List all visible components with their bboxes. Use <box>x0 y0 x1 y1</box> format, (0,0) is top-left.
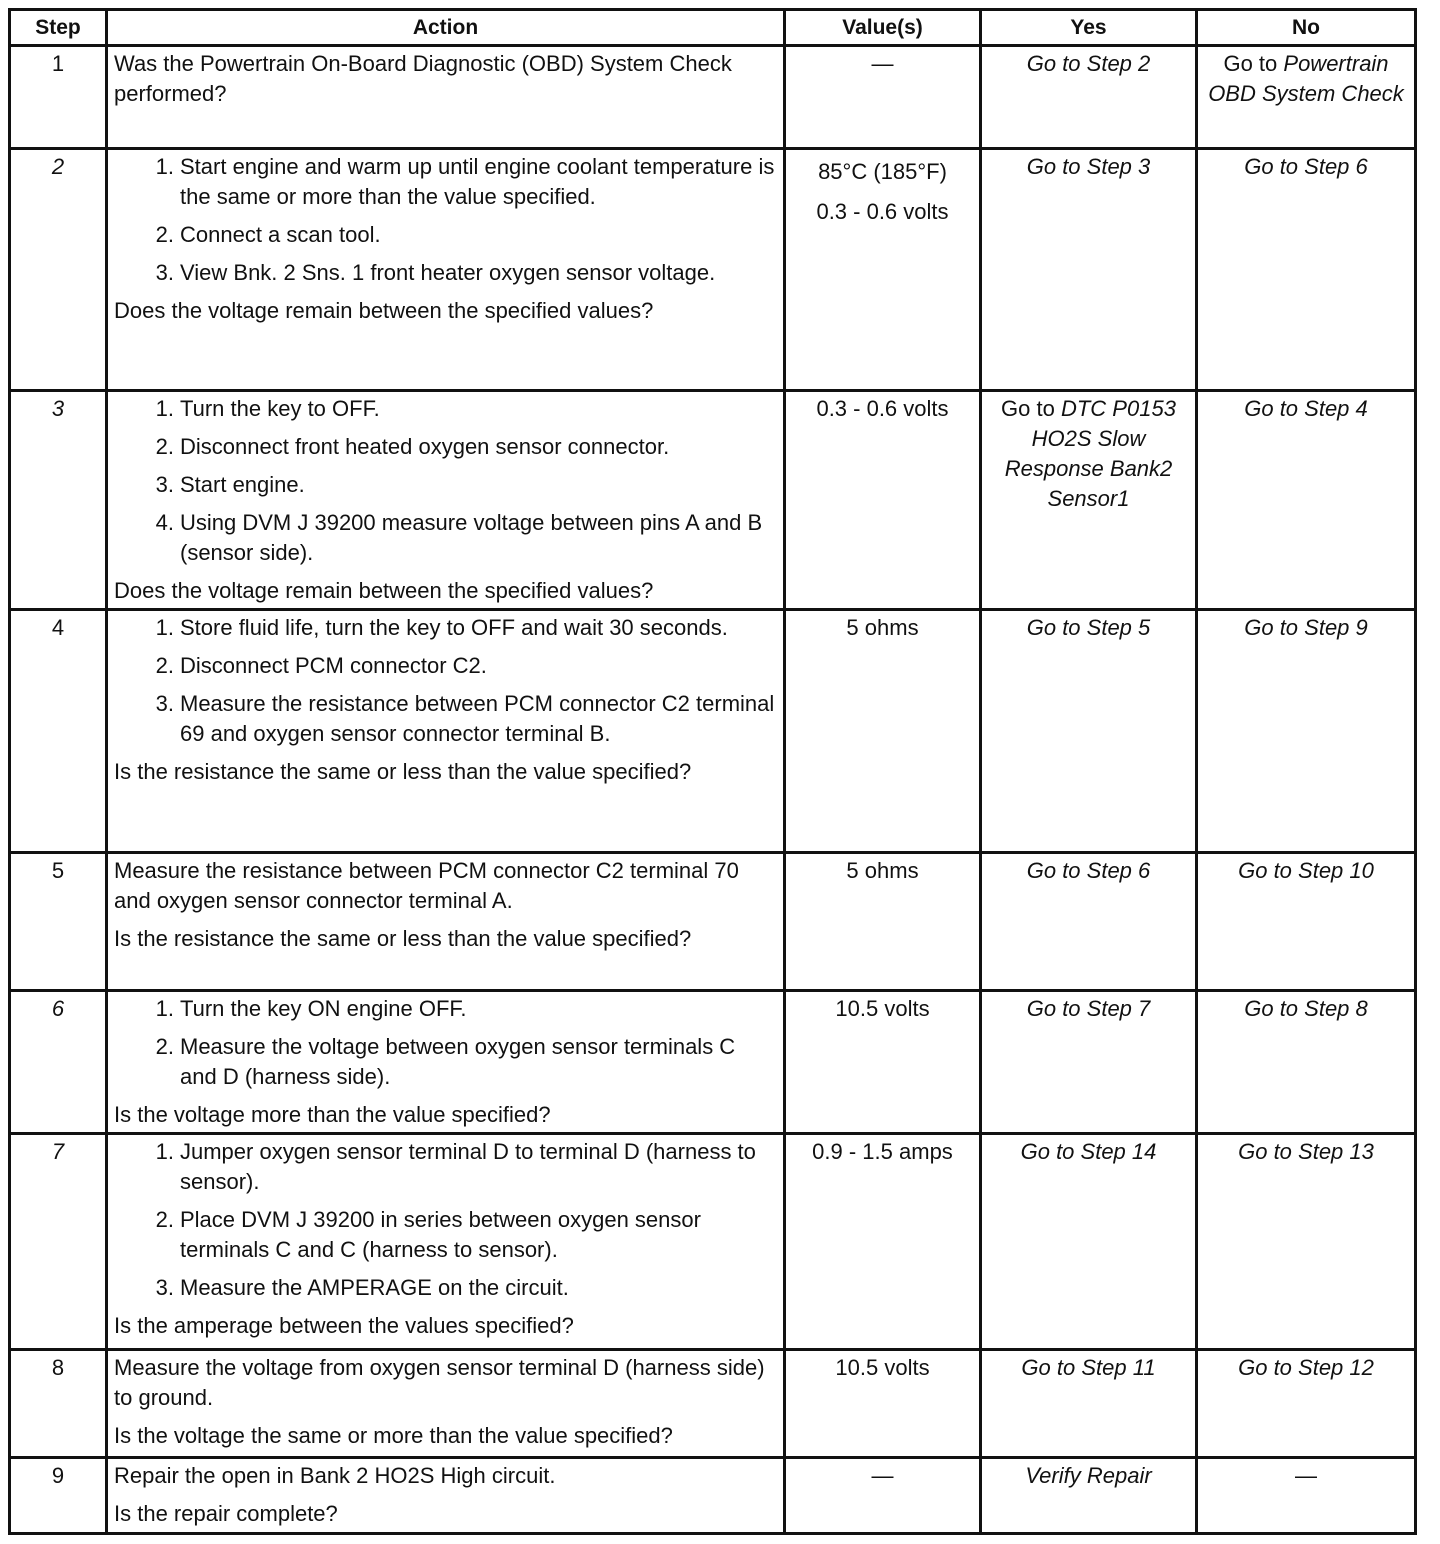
action-step: 4. Using DVM J 39200 measure voltage between pins A and B (sensor side). <box>155 510 763 565</box>
value-text: 10.5 volts <box>835 996 930 1021</box>
table-row <box>10 1134 1416 1350</box>
yes-cell <box>981 391 1197 610</box>
action-steps <box>114 394 777 568</box>
action-cell <box>107 1458 785 1534</box>
yes-link[interactable]: Go to Step 6 <box>1026 858 1151 883</box>
value-text: 10.5 volts <box>835 1355 930 1380</box>
value-cell <box>785 46 981 149</box>
no-link[interactable]: Go to Step 12 <box>1238 1355 1374 1380</box>
table-row <box>10 610 1416 853</box>
table-row <box>10 391 1416 610</box>
action-text: Measure the resistance between PCM connector C2 terminal 70 and oxygen sensor connector terminal A. <box>114 858 739 913</box>
action-question: Is the resistance the same or less than the value specified? <box>114 759 692 784</box>
no-cell <box>1197 149 1416 391</box>
yes-cell <box>981 610 1197 853</box>
no-cell <box>1197 853 1416 991</box>
table-row <box>10 1458 1416 1534</box>
no-cell <box>1197 991 1416 1134</box>
step-number: 9 <box>10 1458 107 1534</box>
step-number: 5 <box>10 853 107 991</box>
action-step: 1. Store fluid life, turn the key to OFF and wait 30 seconds. <box>155 615 728 640</box>
action-cell <box>107 46 785 149</box>
action-step: 2. Disconnect PCM connector C2. <box>155 653 487 678</box>
value-text: 0.9 - 1.5 amps <box>812 1139 953 1164</box>
no-cell <box>1197 1458 1416 1534</box>
yes-link[interactable]: Go to Step 7 <box>1026 996 1151 1021</box>
action-step: 1. Turn the key ON engine OFF. <box>155 996 467 1021</box>
value-text: — <box>871 51 894 76</box>
action-steps <box>114 1137 777 1303</box>
value-cell <box>785 1134 981 1350</box>
no-cell <box>1197 391 1416 610</box>
value-voltage: 0.3 - 0.6 volts <box>816 199 949 224</box>
value-cell <box>785 1350 981 1458</box>
action-step: 3. View Bnk. 2 Sns. 1 front heater oxygen sensor voltage. <box>155 260 716 285</box>
value-cell <box>785 391 981 610</box>
value-cell <box>785 149 981 391</box>
no-link[interactable]: Go to Step 13 <box>1238 1139 1374 1164</box>
header-row <box>10 10 1416 46</box>
action-question: Does the voltage remain between the specified values? <box>114 578 654 603</box>
action-cell <box>107 149 785 391</box>
action-step: 2. Place DVM J 39200 in series between oxygen sensor terminals C and C (harness to sensor). <box>155 1207 701 1262</box>
action-cell <box>107 391 785 610</box>
table-row <box>10 853 1416 991</box>
action-question: Is the amperage between the values specified? <box>114 1313 574 1338</box>
no-link[interactable]: Go to Step 9 <box>1244 615 1368 640</box>
value-cell <box>785 610 981 853</box>
yes-link[interactable]: Go to Step 5 <box>1026 615 1151 640</box>
value-cell <box>785 991 981 1134</box>
yes-cell <box>981 991 1197 1134</box>
action-steps <box>114 613 777 749</box>
header-action: Action <box>107 10 785 46</box>
action-cell <box>107 1350 785 1458</box>
yes-link[interactable]: DTC P0153 HO2S Slow Response Bank2 Sensor1 <box>1004 396 1176 511</box>
no-cell <box>1197 1350 1416 1458</box>
yes-link[interactable]: Go to Step 11 <box>1021 1355 1156 1380</box>
yes-link[interactable]: Go to Step 14 <box>1020 1139 1157 1164</box>
no-cell <box>1197 46 1416 149</box>
action-cell <box>107 991 785 1134</box>
value-text: 5 ohms <box>846 615 919 640</box>
no-cell <box>1197 610 1416 853</box>
step-number: 2 <box>10 149 107 391</box>
action-text: Measure the voltage from oxygen sensor terminal D (harness side) to ground. <box>114 1355 765 1410</box>
yes-link[interactable]: Verify Repair <box>1025 1463 1152 1488</box>
no-prefix: Go to <box>1223 51 1278 76</box>
action-question: Is the voltage more than the value specified? <box>114 1102 551 1127</box>
table-row <box>10 46 1416 149</box>
header-no: No <box>1197 10 1416 46</box>
header-values: Value(s) <box>785 10 981 46</box>
action-question: Was the Powertrain On-Board Diagnostic (OBD) System Check performed? <box>114 51 732 106</box>
action-step: 1. Start engine and warm up until engine coolant temperature is the same or more than the value specified. <box>155 154 775 209</box>
yes-cell <box>981 46 1197 149</box>
value-text: 0.3 - 0.6 volts <box>816 396 949 421</box>
step-number: 4 <box>10 610 107 853</box>
action-step: 2. Measure the voltage between oxygen sensor terminals C and D (harness side). <box>155 1034 736 1089</box>
header-yes: Yes <box>981 10 1197 46</box>
action-question: Is the resistance the same or less than the value specified? <box>114 926 692 951</box>
action-question: Does the voltage remain between the specified values? <box>114 298 654 323</box>
step-number: 7 <box>10 1134 107 1350</box>
action-step: 2. Disconnect front heated oxygen sensor connector. <box>155 434 670 459</box>
action-cell <box>107 1134 785 1350</box>
value-temperature: 85°C (185°F) <box>818 159 947 184</box>
action-steps <box>114 152 777 288</box>
yes-prefix: Go to <box>1001 396 1055 421</box>
value-cell <box>785 853 981 991</box>
no-link[interactable]: Go to Step 8 <box>1244 996 1368 1021</box>
step-number: 6 <box>10 991 107 1134</box>
action-steps <box>114 994 777 1092</box>
action-step: 3. Start engine. <box>155 472 305 497</box>
value-text: 5 ohms <box>846 858 919 883</box>
no-text: — <box>1295 1463 1317 1488</box>
table-row <box>10 1350 1416 1458</box>
action-cell <box>107 610 785 853</box>
header-step: Step <box>10 10 107 46</box>
yes-link[interactable]: Go to Step 3 <box>1026 154 1151 179</box>
action-step: 3. Measure the AMPERAGE on the circuit. <box>155 1275 569 1300</box>
value-text: — <box>871 1463 894 1488</box>
no-cell <box>1197 1134 1416 1350</box>
step-number: 3 <box>10 391 107 610</box>
action-question: Is the voltage the same or more than the value specified? <box>114 1423 673 1448</box>
action-step: 3. Measure the resistance between PCM connector C2 terminal 69 and oxygen sensor connector terminal B. <box>155 691 775 746</box>
yes-cell <box>981 149 1197 391</box>
action-question: Is the repair complete? <box>114 1501 338 1526</box>
action-cell <box>107 853 785 991</box>
yes-cell <box>981 1458 1197 1534</box>
no-link[interactable]: Go to Step 6 <box>1244 154 1368 179</box>
no-link[interactable]: Go to Step 10 <box>1238 858 1374 883</box>
no-link[interactable]: Powertrain OBD System Check <box>1208 51 1404 106</box>
yes-link[interactable]: Go to Step 2 <box>1026 51 1151 76</box>
action-step: 2. Connect a scan tool. <box>155 222 381 247</box>
table-row <box>10 991 1416 1134</box>
diagnostic-table <box>8 8 1417 1535</box>
action-step: 1. Jumper oxygen sensor terminal D to terminal D (harness to sensor). <box>155 1139 756 1194</box>
value-cell <box>785 1458 981 1534</box>
yes-cell <box>981 1134 1197 1350</box>
step-number: 1 <box>10 46 107 149</box>
yes-cell <box>981 1350 1197 1458</box>
step-number: 8 <box>10 1350 107 1458</box>
no-link[interactable]: Go to Step 4 <box>1244 396 1368 421</box>
table-row <box>10 149 1416 391</box>
action-step: 1. Turn the key to OFF. <box>155 396 380 421</box>
yes-cell <box>981 853 1197 991</box>
action-text: Repair the open in Bank 2 HO2S High circuit. <box>114 1463 556 1488</box>
